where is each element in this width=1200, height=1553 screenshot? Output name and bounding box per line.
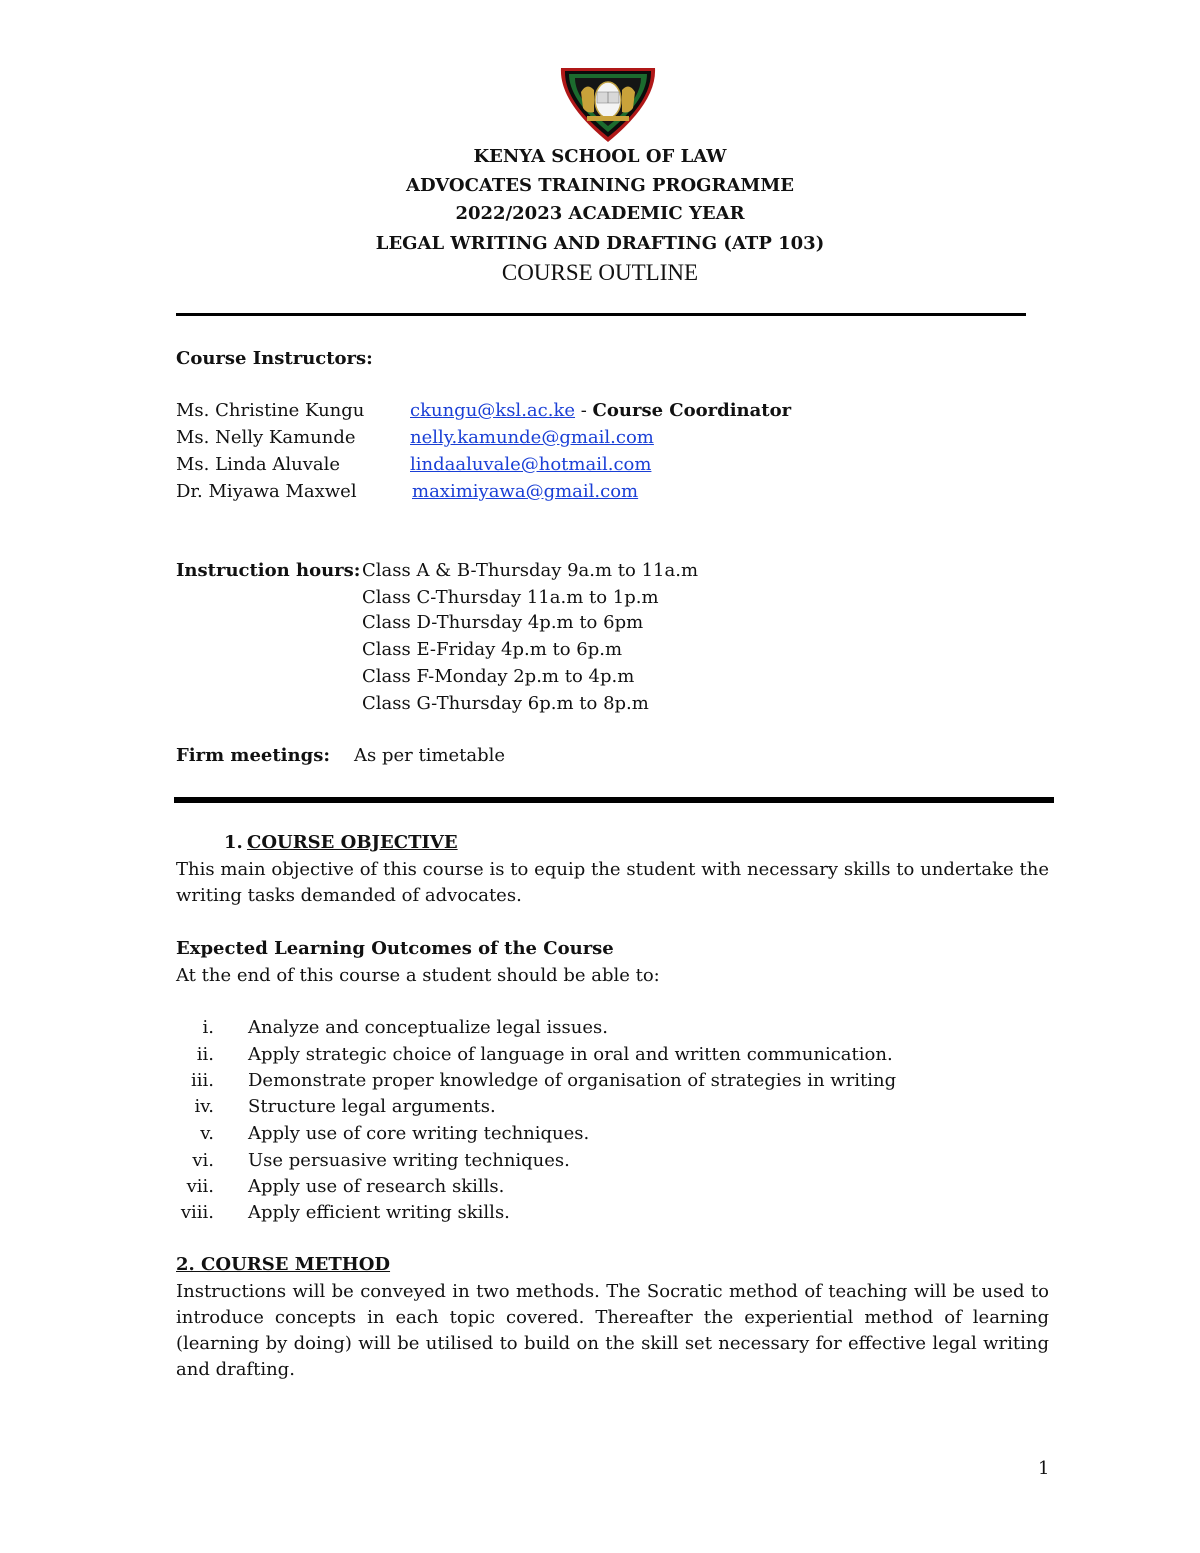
- instructor-name: Ms. Nelly Kamunde: [176, 427, 356, 448]
- instructor-row-1-contact: [410, 398, 791, 424]
- list-number: vii.: [186, 1176, 214, 1197]
- institution-name: KENYA SCHOOL OF LAW: [473, 146, 727, 167]
- objective-heading: COURSE OBJECTIVE: [247, 832, 458, 853]
- course-title: LEGAL WRITING AND DRAFTING (ATP 103): [375, 233, 825, 254]
- kenya-school-of-law-crest-logo: [557, 62, 659, 144]
- method-heading: 2. COURSE METHOD: [176, 1254, 391, 1275]
- list-item: Apply use of research skills.: [248, 1176, 505, 1197]
- instructor-name: Dr. Miyawa Maxwel: [176, 481, 357, 502]
- instructor-email-link[interactable]: ckungu@ksl.ac.ke: [410, 400, 576, 421]
- list-item: Apply strategic choice of language in oral and written communication.: [248, 1044, 893, 1065]
- programme-name: ADVOCATES TRAINING PROGRAMME: [405, 175, 795, 196]
- list-item: Demonstrate proper knowledge of organisation of strategies in writing: [248, 1070, 897, 1091]
- list-number: v.: [200, 1123, 214, 1144]
- instructors-heading: Course Instructors:: [176, 348, 373, 369]
- class-schedule: Class A & B-Thursday 9a.m to 11a.m: [362, 560, 699, 581]
- list-number: viii.: [180, 1202, 214, 1223]
- list-item: Apply use of core writing techniques.: [248, 1123, 590, 1144]
- document-title: COURSE OUTLINE: [501, 260, 699, 285]
- list-item: Use persuasive writing techniques.: [248, 1150, 570, 1171]
- class-schedule: Class E-Friday 4p.m to 6p.m: [362, 639, 623, 660]
- list-number: iv.: [194, 1096, 214, 1117]
- method-text: Instructions will be conveyed in two methods. The Socratic method of teaching will be used to introduce concepts in each topic covered. Thereafter the experiential method of learning (learning by doing) will be utilised to build on the skill set necessary for effective legal writing and drafting.: [176, 1281, 1049, 1380]
- instructor-email-link[interactable]: maximiyawa@gmail.com: [412, 481, 639, 502]
- objective-text: This main objective of this course is to equip the student with necessary skills to undertake the writing tasks demanded of advocates.: [176, 859, 1049, 906]
- firm-meetings-value: As per timetable: [354, 745, 506, 766]
- instructor-name: Ms. Christine Kungu: [176, 400, 365, 421]
- outcomes-heading: Expected Learning Outcomes of the Course: [176, 938, 614, 959]
- list-number: iii.: [191, 1070, 214, 1091]
- list-number: vi.: [192, 1150, 214, 1171]
- academic-year: 2022/2023 ACADEMIC YEAR: [455, 203, 745, 224]
- section-divider: [174, 797, 1054, 803]
- page-number: 1: [1038, 1458, 1050, 1479]
- instructor-email-link[interactable]: nelly.kamunde@gmail.com: [410, 427, 654, 448]
- list-item: Analyze and conceptualize legal issues.: [248, 1017, 608, 1038]
- instruction-hours-label: Instruction hours:: [176, 560, 361, 581]
- instructor-email-link[interactable]: lindaaluvale@hotmail.com: [410, 454, 652, 475]
- class-schedule: Class G-Thursday 6p.m to 8p.m: [362, 693, 649, 714]
- firm-meetings-label: Firm meetings:: [176, 745, 330, 766]
- class-schedule: Class C-Thursday 11a.m to 1p.m: [362, 587, 659, 608]
- list-item: Apply efficient writing skills.: [248, 1202, 510, 1223]
- list-number: i.: [202, 1017, 214, 1038]
- instructor-name: Ms. Linda Aluvale: [176, 454, 341, 475]
- class-schedule: Class F-Monday 2p.m to 4p.m: [362, 666, 635, 687]
- list-number: ii.: [196, 1044, 214, 1065]
- list-item: Structure legal arguments.: [248, 1096, 496, 1117]
- class-schedule: Class D-Thursday 4p.m to 6pm: [362, 612, 644, 633]
- header-divider: [176, 313, 1026, 316]
- outcomes-intro: At the end of this course a student should be able to:: [176, 965, 660, 986]
- objective-number: 1.: [224, 832, 243, 853]
- coordinator-role: Course Coordinator: [592, 400, 792, 421]
- separator: -: [575, 400, 593, 421]
